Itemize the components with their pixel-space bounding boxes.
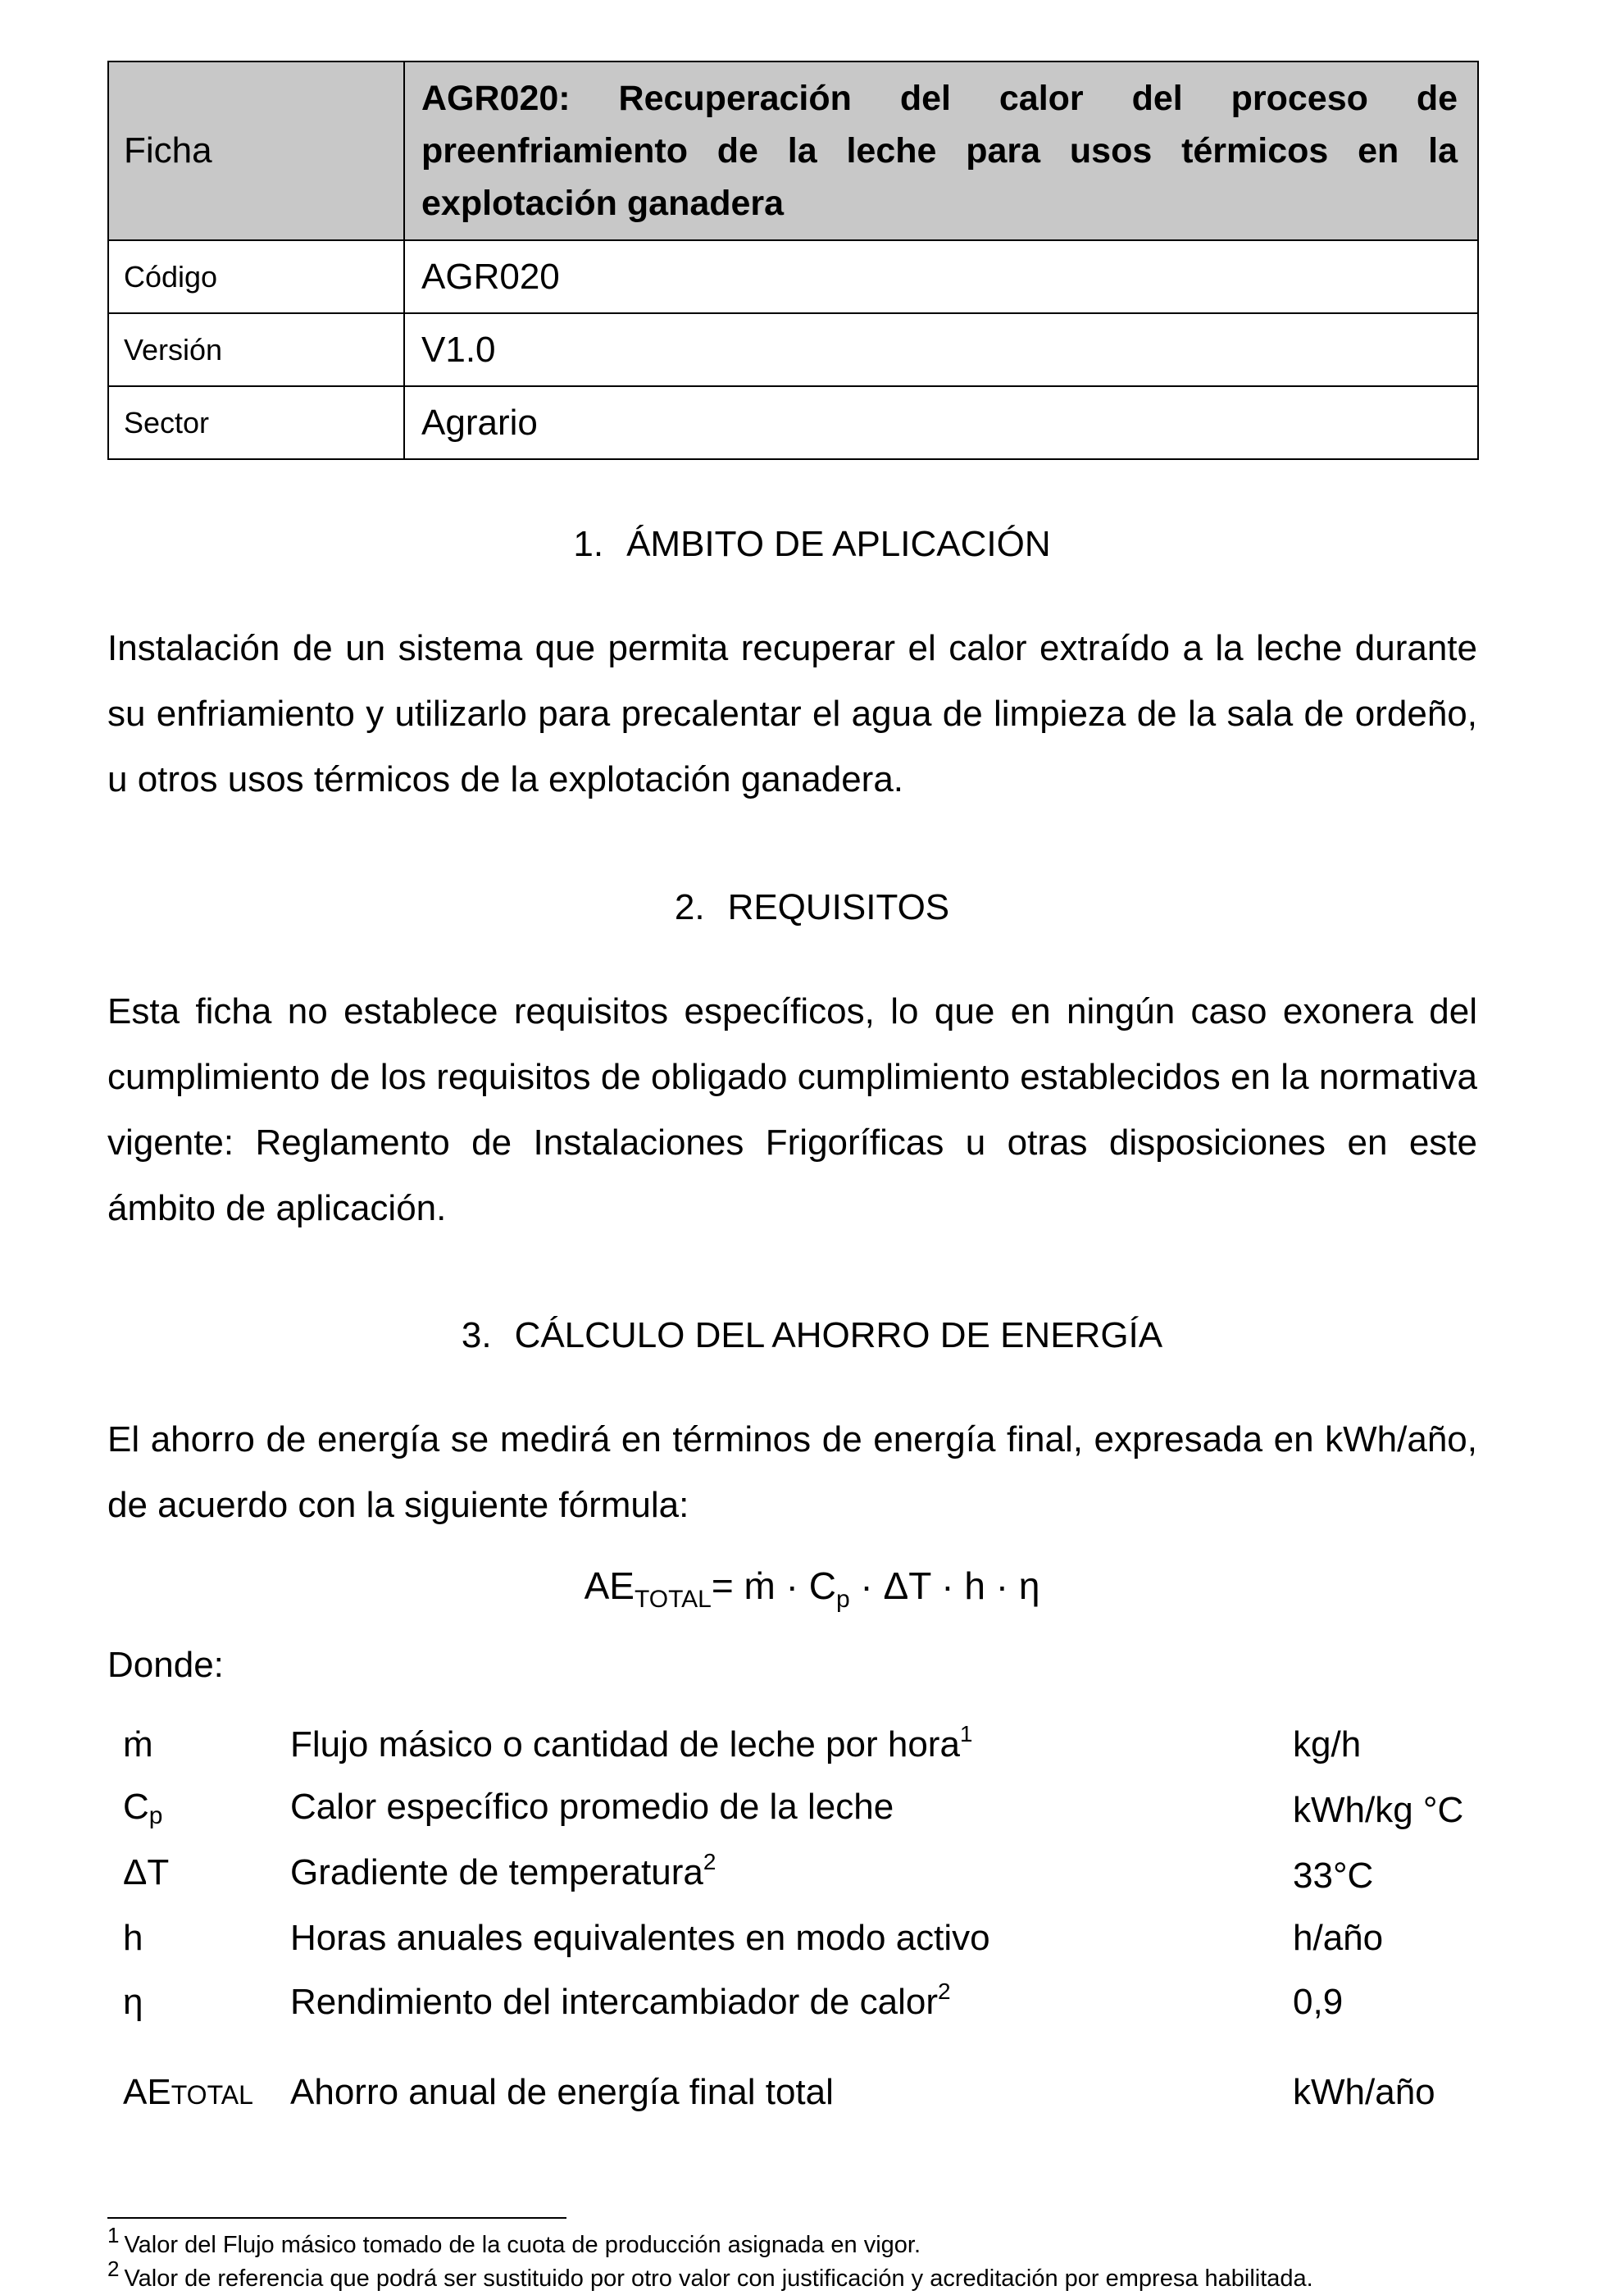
section-2-paragraph: Esta ficha no establece requisitos específicos, lo que en ningún caso exonera del cumplimiento de los requisitos de obligado cumplimiento establecidos en la normativa vigente: Reglamento de Instalaciones Frigoríficas u otras disposiciones en este ámbito de aplicación. [107,991,1477,1228]
section-number: 3. [461,1315,492,1355]
variable-symbol-main: C [123,1787,149,1827]
ficha-header-row [108,61,1478,240]
ficha-row-version [108,313,1478,386]
variable-row [0,1918,1624,1975]
ficha-label: Ficha [108,61,404,240]
variable-row [0,1979,1624,2039]
variable-description: Horas anuales equivalentes en modo activo [290,1918,990,1958]
variable-symbol-sub: p [148,1802,163,1829]
ficha-row-label: Sector [108,386,404,459]
variable-description [290,1849,716,1893]
formula-cp-sub: p [835,1586,850,1613]
formula-lhs-sub: TOTAL [634,1586,712,1613]
variable-description-text: Flujo másico o cantidad de leche por hora [290,1724,960,1765]
variable-symbol-sub: TOTAL [171,2080,253,2110]
section-title: ÁMBITO DE APLICACIÓN [626,524,1051,564]
footnote-text: Valor de referencia que podrá ser sustituido por otro valor con justificación y acreditación por empresa habilitada. [124,2265,1313,2292]
formula-part2: · ΔT · h · η [849,1564,1040,1607]
variable-row [0,1787,1624,1844]
variable-description [290,1721,973,1765]
section-1-paragraph: Instalación de un sistema que permita recuperar el calor extraído a la leche durante su enfriamiento y utilizarlo para precalentar el agua de limpieza de la sala de ordeño, u otros usos térmicos de la explotación ganadera. [107,628,1477,799]
energy-saving-formula [0,1561,1624,1624]
footnote-ref: 2 [703,1849,716,1874]
variable-symbol [123,2072,253,2113]
variable-description: Ahorro anual de energía final total [290,2072,834,2112]
ficha-table [107,61,1479,460]
variable-row [0,2072,1624,2129]
variable-unit: 33°C [1293,1856,1374,1896]
variable-symbol: η [123,1982,143,2022]
ficha-row-label: Código [108,240,404,313]
variable-symbol: ṁ [123,1724,153,1765]
variable-unit: 0,9 [1293,1982,1344,2022]
ficha-row-value: V1.0 [404,313,1478,386]
footnote-ref: 1 [959,1721,973,1746]
variable-unit: h/año [1293,1918,1384,1958]
variable-unit: kWh/año [1293,2072,1435,2112]
variable-row [0,1849,1624,1910]
section-number: 2. [674,887,705,927]
ficha-title: AGR020: Recuperación del calor del proceso de preenfriamiento de la leche para usos térmicos en la explotación ganadera [404,61,1478,240]
donde-label: Donde: [107,1645,224,1685]
footnote-divider [107,2217,566,2219]
section-title: REQUISITOS [727,887,950,927]
ficha-row-codigo [108,240,1478,313]
variable-description: Calor específico promedio de la leche [290,1787,894,1827]
ficha-row-value: AGR020 [404,240,1478,313]
variable-symbol [123,1787,162,1830]
variable-symbol: ΔT [123,1852,170,1892]
variable-symbol: h [123,1918,143,1958]
variable-symbol-main: AE [123,2072,171,2112]
footnote-ref: 2 [937,1979,951,2004]
footnote-number: 1 [107,2223,120,2247]
variable-description [290,1979,951,2023]
variable-description-text: Rendimiento del intercambiador de calor [290,1982,938,2022]
section-heading-2 [0,886,1624,929]
footnote-1 [107,2223,921,2261]
ficha-row-value: Agrario [404,386,1478,459]
footnote-text: Valor del Flujo másico tomado de la cuota de producción asignada en vigor. [124,2232,921,2258]
section-number: 1. [573,524,604,564]
footnote-number: 2 [107,2256,120,2281]
section-3-paragraph: El ahorro de energía se medirá en términos de energía final, expresada en kWh/año, de acuerdo con la siguiente fórmula: [107,1419,1477,1525]
ficha-row-sector [108,386,1478,459]
section-heading-1 [0,523,1624,566]
footnote-2 [107,2256,1313,2295]
formula-part1: = ṁ · C [711,1564,836,1607]
ficha-row-label: Versión [108,313,404,386]
variable-unit: kWh/kg °C [1293,1790,1464,1830]
section-heading-3 [0,1314,1624,1357]
formula-lhs: AE [584,1564,635,1607]
variable-row [0,1721,1624,1782]
section-title: CÁLCULO DEL AHORRO DE ENERGÍA [514,1315,1163,1355]
variable-description-text: Gradiente de temperatura [290,1852,703,1892]
variable-unit: kg/h [1293,1724,1362,1765]
